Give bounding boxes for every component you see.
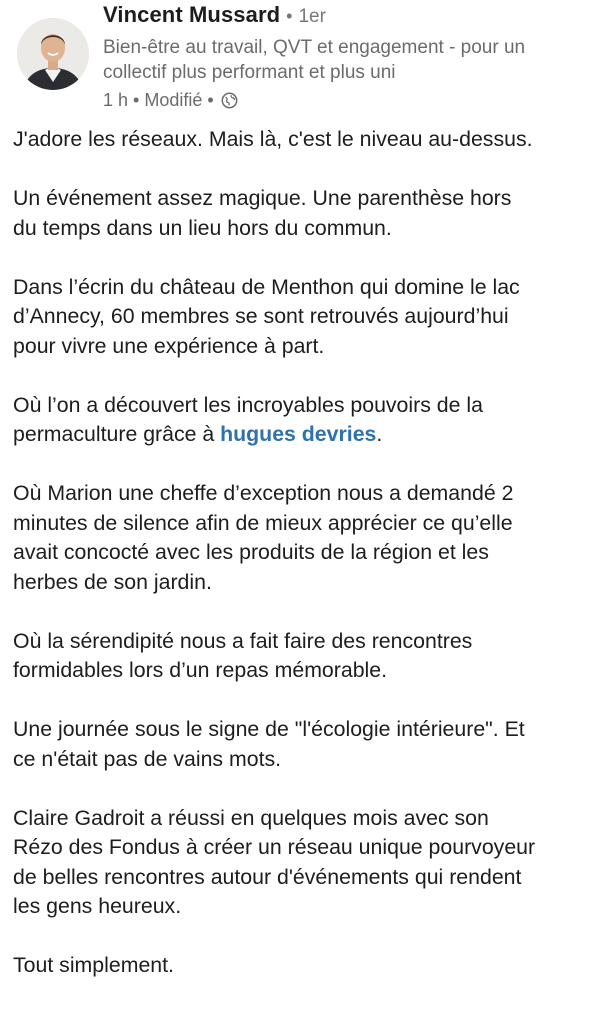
paragraph-3-line-2: d’Annecy, 60 membres se sont retrouvés aujourd’hui bbox=[13, 304, 509, 328]
paragraph-6-line-2: formidables lors d’un repas mémorable. bbox=[13, 658, 388, 682]
post-content bbox=[13, 125, 608, 1010]
paragraph-8-line-2: Rézo des Fondus à créer un réseau unique pourvoyeur bbox=[13, 835, 536, 859]
paragraph-6-line-1: Où la sérendipité nous a fait faire des rencontres bbox=[13, 628, 473, 653]
paragraph-7-line-1: Une journée sous le signe de "l'écologie intérieure". Et bbox=[13, 717, 525, 741]
author-name-row bbox=[103, 2, 603, 36]
author-name[interactable]: Vincent Mussard bbox=[103, 2, 281, 27]
headline-line-2: collectif plus performant et plus uni bbox=[103, 62, 396, 83]
author-headline bbox=[103, 35, 603, 85]
avatar-photo bbox=[17, 18, 89, 90]
paragraph-1 bbox=[13, 125, 608, 155]
paragraph-5-line-2: minutes de silence afin de mieux apprécier ce qu’elle bbox=[13, 510, 513, 535]
paragraph-1-line-1: J'adore les réseaux. Mais là, c'est le niveau au-dessus. bbox=[13, 127, 533, 151]
paragraph-6 bbox=[13, 627, 608, 686]
paragraph-5-line-4: herbes de son jardin. bbox=[13, 569, 212, 594]
separator-dot: • bbox=[286, 6, 293, 26]
paragraph-8-line-4: les gens heureux. bbox=[13, 894, 182, 918]
paragraph-2 bbox=[13, 184, 608, 243]
mention-link[interactable]: hugues devries bbox=[220, 422, 377, 446]
post-time: 1 h bbox=[103, 89, 129, 110]
globe-icon bbox=[221, 92, 238, 109]
avatar[interactable] bbox=[17, 18, 89, 90]
paragraph-8 bbox=[13, 804, 608, 922]
paragraph-4-line-2: permaculture grâce à bbox=[13, 422, 221, 446]
author-block bbox=[103, 2, 603, 112]
paragraph-2-line-2: du temps dans un lieu hors du commun. bbox=[13, 215, 392, 240]
paragraph-9-line-1: Tout simplement. bbox=[13, 953, 174, 977]
paragraph-4 bbox=[13, 391, 608, 450]
paragraph-2-line-1: Un événement assez magique. Une parenthèse hors bbox=[13, 186, 512, 210]
paragraph-5-line-1: Où Marion une cheffe d’exception nous a demandé 2 bbox=[13, 481, 514, 505]
paragraph-4-line-1: Où l’on a découvert les incroyables pouvoirs de la bbox=[13, 392, 483, 417]
connection-degree: 1er bbox=[298, 6, 326, 27]
paragraph-5-line-3: avait concocté avec les produits de la région et les bbox=[13, 540, 489, 564]
edited-label: Modifié bbox=[144, 89, 203, 110]
paragraph-5 bbox=[13, 479, 608, 597]
meta-separator-1: • bbox=[133, 89, 140, 110]
paragraph-4-period: . bbox=[376, 422, 383, 446]
meta-separator-2: • bbox=[207, 89, 214, 110]
paragraph-7-line-2: ce n'était pas de vains mots. bbox=[13, 746, 282, 771]
paragraph-3-line-1: Dans l’écrin du château de Menthon qui domine le lac bbox=[13, 274, 520, 299]
headline-line-1: Bien-être au travail, QVT et engagement - pour un bbox=[103, 37, 526, 58]
post-header bbox=[17, 2, 607, 108]
paragraph-7 bbox=[13, 715, 608, 774]
paragraph-8-line-1: Claire Gadroit a réussi en quelques mois avec son bbox=[13, 805, 489, 830]
paragraph-8-line-3: de belles rencontres autour d'événements qui rendent bbox=[13, 864, 522, 889]
paragraph-3-line-3: pour vivre une expérience à part. bbox=[13, 333, 325, 358]
post-meta bbox=[103, 88, 603, 112]
paragraph-3 bbox=[13, 273, 608, 362]
paragraph-9 bbox=[13, 951, 608, 981]
